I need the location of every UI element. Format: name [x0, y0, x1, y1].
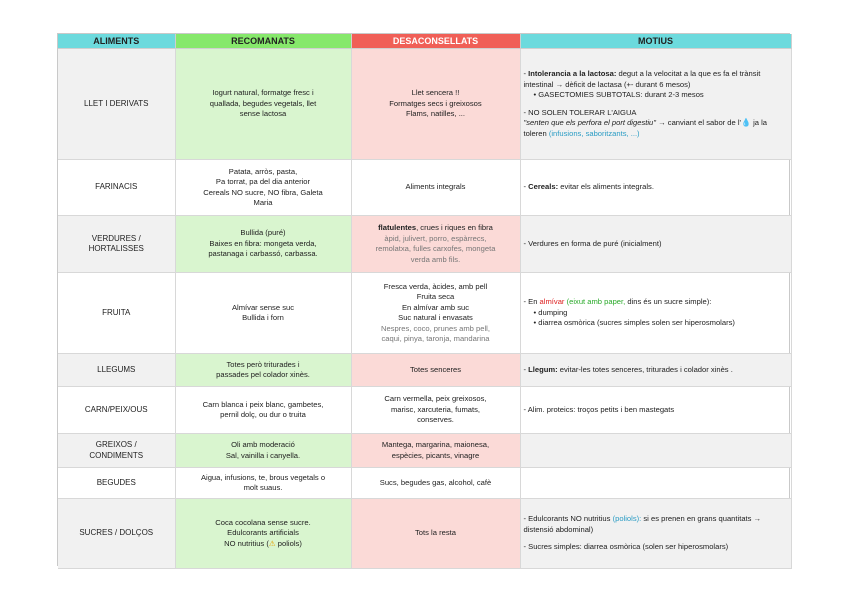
aliment-cell: FRUITA [58, 273, 175, 354]
table-row-greixos [58, 434, 791, 468]
table-row-llegums [58, 354, 791, 387]
table-header-row [58, 34, 791, 49]
aliment-cell: GREIXOS / CONDIMENTS [58, 434, 175, 468]
warning-icon: ⚠ [268, 538, 276, 548]
motius-cell: - Llegum: evitar-les totes senceres, triturades i colador xinès . [520, 354, 791, 387]
motius-cell: - Intolerancia a la lactosa: degut a la velocitat a la que es fa el trànsit intestinal → dèficit de lactasa (+- durant 6 mesos) • GASECTOMIES SUBTOTALS: durant 2-3 mesos - NO SOLEN TOLERAR L'AIGUA "senten que els perfora el port digestiu" → canviant el sabor de l'💧 ja la toleren (infusions, saboritzants, ...) [520, 49, 791, 160]
table-row-carn [58, 387, 791, 434]
water-drop-icon: 💧 [741, 118, 751, 127]
header-desaconsellats: DESACONSELLATS [351, 34, 520, 49]
table-row-farinacis [58, 160, 791, 216]
motius-cell: - Cereals: evitar els aliments integrals. [520, 160, 791, 216]
table-row-begudes [58, 468, 791, 499]
recomanats-cell: Iogurt natural, formatge fresc i quallada, begudes vegetals, llet sense lactosa [175, 49, 351, 160]
header-aliments: ALIMENTS [58, 34, 175, 49]
motius-cell [520, 434, 791, 468]
table-row-verdures [58, 216, 791, 273]
aliment-cell: LLET I DERIVATS [58, 49, 175, 160]
desaconsellats-cell: Sucs, begudes gas, alcohol, cafè [351, 468, 520, 499]
motius-cell: - En almívar (eixut amb paper, dins és un sucre simple): • dumping • diarrea osmòrica (sucres simples solen ser hiperosmolars) [520, 273, 791, 354]
desaconsellats-cell: Tots la resta [351, 499, 520, 569]
recomanats-cell: Oli amb moderació Sal, vainilla i canyella. [175, 434, 351, 468]
table-row-fruita [58, 273, 791, 354]
desaconsellats-cell: flatulentes, crues i riques en fibra àpid, julivert, porro, espàrrecs, remolatxa, fulles carxofes, mongeta verda amb fils. [351, 216, 520, 273]
desaconsellats-cell: Carn vermella, peix greixosos, marisc, xarcuteria, fumats, conserves. [351, 387, 520, 434]
aliment-cell: BEGUDES [58, 468, 175, 499]
header-motius: MOTIUS [520, 34, 791, 49]
desaconsellats-cell: Aliments integrals [351, 160, 520, 216]
desaconsellats-cell: Mantega, margarina, maionesa, espècies, picants, vinagre [351, 434, 520, 468]
recomanats-cell: Totes però triturades i passades pel colador xinès. [175, 354, 351, 387]
desaconsellats-cell: Llet sencera !! Formatges secs i greixosos Flams, natilles, ... [351, 49, 520, 160]
header-recomanats: RECOMANATS [175, 34, 351, 49]
motius-cell [520, 468, 791, 499]
recomanats-cell: Coca cocolana sense sucre. Edulcorants artificials NO nutritius (⚠ poliols) [175, 499, 351, 569]
diet-table [58, 34, 792, 569]
recomanats-cell: Carn blanca i peix blanc, gambetes, pernil dolç, ou dur o truita [175, 387, 351, 434]
aliment-cell: VERDURES / HORTALISSES [58, 216, 175, 273]
motius-cell: - Verdures en forma de puré (inicialment) [520, 216, 791, 273]
recomanats-cell: Bullida (puré) Baixes en fibra: mongeta verda, pastanaga i carbassó, carbassa. [175, 216, 351, 273]
aliment-cell: LLEGUMS [58, 354, 175, 387]
recomanats-cell: Aigua, infusions, te, brous vegetals o molt suaus. [175, 468, 351, 499]
recomanats-cell: Patata, arròs, pasta, Pa torrat, pa del dia anterior Cereals NO sucre, NO fibra, Galeta Maria [175, 160, 351, 216]
aliment-cell: FARINACIS [58, 160, 175, 216]
diet-table-sheet [57, 33, 790, 566]
desaconsellats-cell: Totes senceres [351, 354, 520, 387]
recomanats-cell: Almívar sense suc Bullida i forn [175, 273, 351, 354]
table-row-llet [58, 49, 791, 160]
table-row-sucres [58, 499, 791, 569]
motius-cell: - Edulcorants NO nutritius (poliols): si es prenen en grans quantitats → distensió abdominal) - Sucres simples: diarrea osmòrica (solen ser hiperosmolars) [520, 499, 791, 569]
aliment-cell: SUCRES / DOLÇOS [58, 499, 175, 569]
aliment-cell: CARN/PEIX/OUS [58, 387, 175, 434]
desaconsellats-cell: Fresca verda, àcides, amb pell Fruita seca En almívar amb suc Suc natural i envasats Nespres, coco, prunes amb pell, caqui, pinya, taronja, mandarina [351, 273, 520, 354]
motius-cell: - Alim. proteics: troços petits i ben mastegats [520, 387, 791, 434]
